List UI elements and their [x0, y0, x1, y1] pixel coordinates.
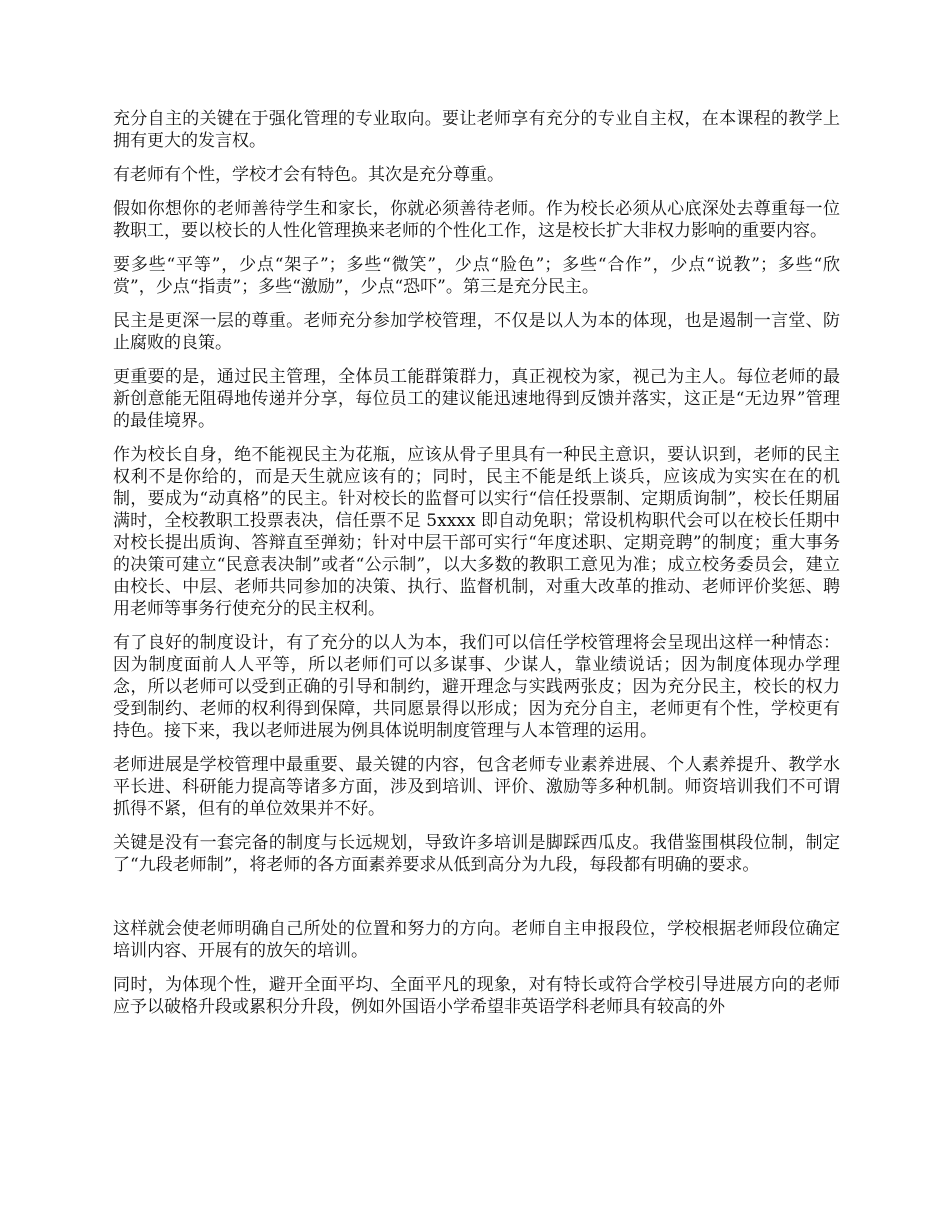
- paragraph-teacher-development: 老师进展是学校管理中最重要、最关键的内容，包含老师专业素养进展、个人素养提升、教学水平长进、科研能力提高等诸多方面，涉及到培训、评价、激励等多种机制。师资培训我们不可谓抓得不紧，但有的单位效果并不好。: [113, 755, 840, 819]
- paragraph-democracy: 民主是更深一层的尊重。老师充分参加学校管理，不仅是以人为本的体现，也是遏制一言堂、防止腐败的良策。: [113, 311, 840, 353]
- paragraph-system-design: 有了良好的制度设计，有了充分的以人为本，我们可以信任学校管理将会呈现出这样一种情态：因为制度面前人人平等，所以老师们可以多谋事、少谋人，靠业绩说话；因为制度体现办学理念，所以老师可以受到正确的引导和制约，避开理念与实践两张皮；因为充分民主，校长的权力受到制约、老师的权利得到保障，共同愿景得以形成；因为充分自主，老师更有个性，学校更有持色。接下来，我以老师进展为例具体说明制度管理与人本管理的运用。: [113, 633, 840, 741]
- document-page: [113, 108, 840, 1030]
- paragraph-borderless: 更重要的是，通过民主管理，全体员工能群策群力，真正视校为家，视己为主人。每位老师的最新创意能无阻碍地传递并分享，每位员工的建议能迅速地得到反馈并落实，这正是“无边界”管理的最佳境界。: [113, 367, 840, 431]
- paragraph-more-less: 要多些“平等”，少点“架子”；多些“微笑”，少点“脸色”；多些“合作”，少点“说教”；多些“欣赏”，少点“指责”；多些“激励”，少点“恐吓”。第三是充分民主。: [113, 255, 840, 297]
- paragraph-treat-teachers: 假如你想你的老师善待学生和家长，你就必须善待老师。作为校长必须从心底深处去尊重每一位教职工，要以校长的人性化管理换来老师的个性化工作，这是校长扩大非权力影响的重要内容。: [113, 199, 840, 241]
- paragraph-position: 这样就会使老师明确自己所处的位置和努力的方向。老师自主申报段位，学校根据老师段位确定培训内容、开展有的放矢的培训。: [113, 919, 840, 961]
- paragraph-autonomy: 充分自主的关键在于强化管理的专业取向。要让老师享有充分的专业自主权，在本课程的教学上拥有更大的发言权。: [113, 109, 840, 151]
- paragraph-respect: 有老师有个性，学校才会有特色。其次是充分尊重。: [113, 165, 504, 185]
- paragraph-individuality: 同时，为体现个性，避开全面平均、全面平凡的现象，对有特长或符合学校引导进展方向的老师应予以破格升段或累积分升段，例如外国语小学希望非英语学科老师具有较高的外: [113, 975, 840, 1017]
- paragraph-principal-self: 作为校长自身，绝不能视民主为花瓶，应该从骨子里具有一种民主意识，要认识到，老师的民主权利不是你给的，而是天生就应该有的；同时，民主不能是纸上谈兵，应该成为实实在在的机制，要成为“动真格”的民主。针对校长的监督可以实行“信任投票制、定期质询制”，校长任期届满时，全校教职工投票表决，信任票不足 5xxxx 即自动免职；常设机构职代会可以在校长任期中对校长提出质询、答辩直至弹劾；针对中层干部可实行“年度述职、定期竞聘”的制度；重大事务的决策可建立“民意表决制”或者“公示制”，以大多数的教职工意见为准；成立校务委员会，建立由校长、中层、老师共同参加的决策、执行、监督机制，对重大改革的推动、老师评价奖惩、聘用老师等事务行使充分的民主权利。: [113, 445, 840, 619]
- paragraph-nine-dan: 关键是没有一套完备的制度与长远规划，导致许多培训是脚踩西瓜皮。我借鉴围棋段位制，制定了“九段老师制”，将老师的各方面素养要求从低到高分为九段，每段都有明确的要求。: [113, 833, 840, 875]
